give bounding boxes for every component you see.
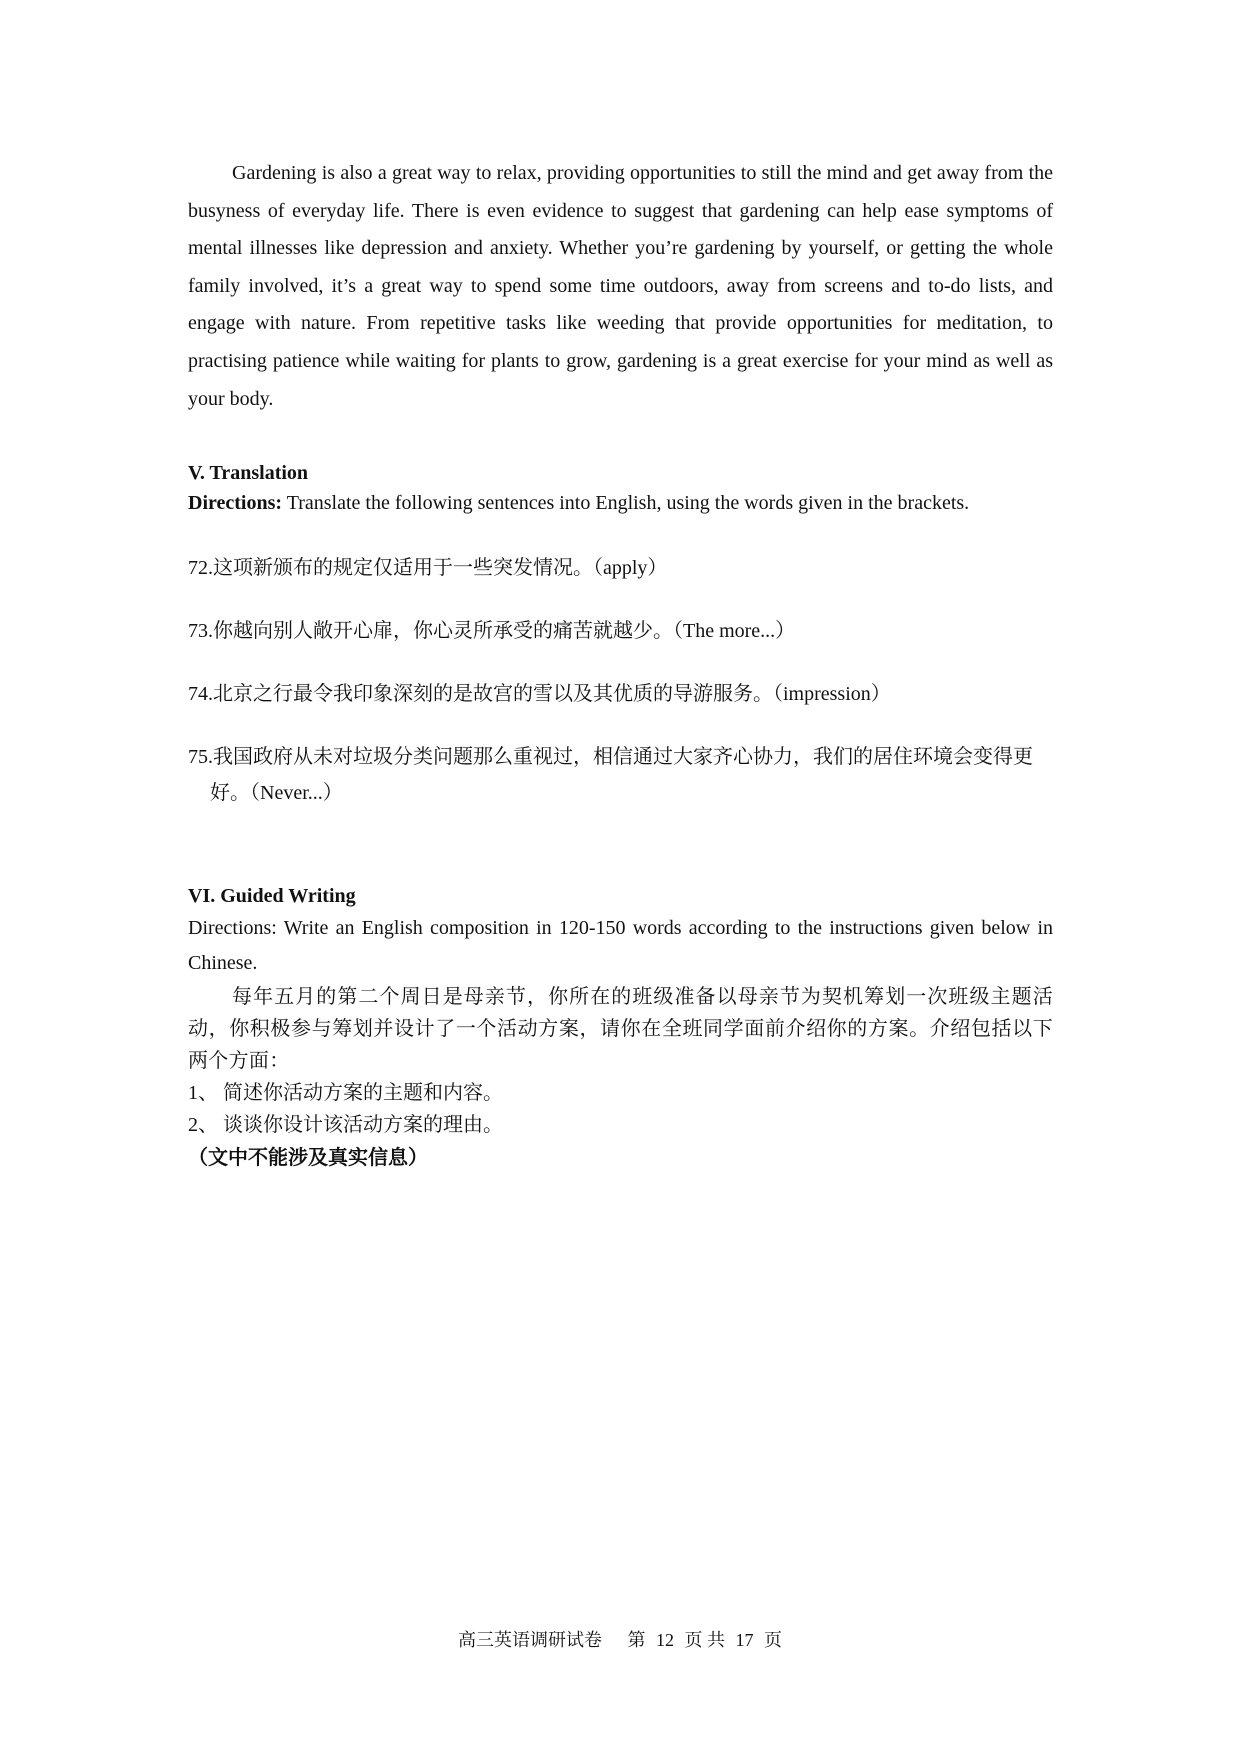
writing-directions: Directions: Write an English composition in 120-150 words according to the instructions given below in Chinese. [188, 917, 1053, 975]
page-suffix: 页 [764, 1630, 782, 1650]
writing-title: VI. Guided Writing [188, 885, 356, 908]
translation-directions [188, 488, 1053, 518]
page-mid: 页 共 [684, 1630, 725, 1650]
page-number: 12 [656, 1630, 674, 1650]
translation-title: V. Translation [188, 462, 309, 485]
directions-label: Directions: [188, 492, 283, 515]
question-74: 74.北京之行最令我印象深刻的是故宫的雪以及其优质的导游服务。（impression） [188, 683, 891, 706]
question-75: 75.我国政府从未对垃圾分类问题那么重视过，相信通过大家齐心协力，我们的居住环境会变得更好。（Never...） [188, 746, 1033, 805]
writing-item-1: 1、 简述你活动方案的主题和内容。 [188, 1082, 503, 1105]
writing-item-2: 2、 谈谈你设计该活动方案的理由。 [188, 1114, 503, 1137]
question-72: 72.这项新颁布的规定仅适用于一些突发情况。（apply） [188, 557, 668, 580]
question-73: 73.你越向别人敞开心扉，你心灵所承受的痛苦就越少。（The more...） [188, 620, 796, 643]
writing-prompt: 每年五月的第二个周日是母亲节，你所在的班级准备以母亲节为契机筹划一次班级主题活动，你积极参与筹划并设计了一个活动方案，请你在全班同学面前介绍你的方案。介绍包括以下两个方面： [188, 986, 1053, 1073]
document-page [188, 155, 1053, 1175]
page-prefix: 第 [627, 1630, 646, 1650]
directions-text: Translate the following sentences into English, using the words given in the brackets. [282, 492, 970, 515]
exam-name: 高三英语调研试卷 [458, 1630, 602, 1650]
page-footer [0, 1628, 1240, 1652]
reading-paragraph: Gardening is also a great way to relax, providing opportunities to still the mind and get away from the busyness of everyday life. There is even evidence to suggest that gardening can help ease symptoms of mental illnesses like depression and anxiety. Whether you’re gardening by yourself, or getting the whole family involved, it’s a great way to spend some time outdoors, away from screens and to-do lists, and engage with nature. From repetitive tasks like weeding that provide opportunities for meditation, to practising patience while waiting for plants to grow, gardening is a great exercise for your mind as well as your body. [188, 162, 1053, 410]
writing-note: （文中不能涉及真实信息） [188, 1147, 428, 1170]
total-pages: 17 [735, 1630, 754, 1650]
